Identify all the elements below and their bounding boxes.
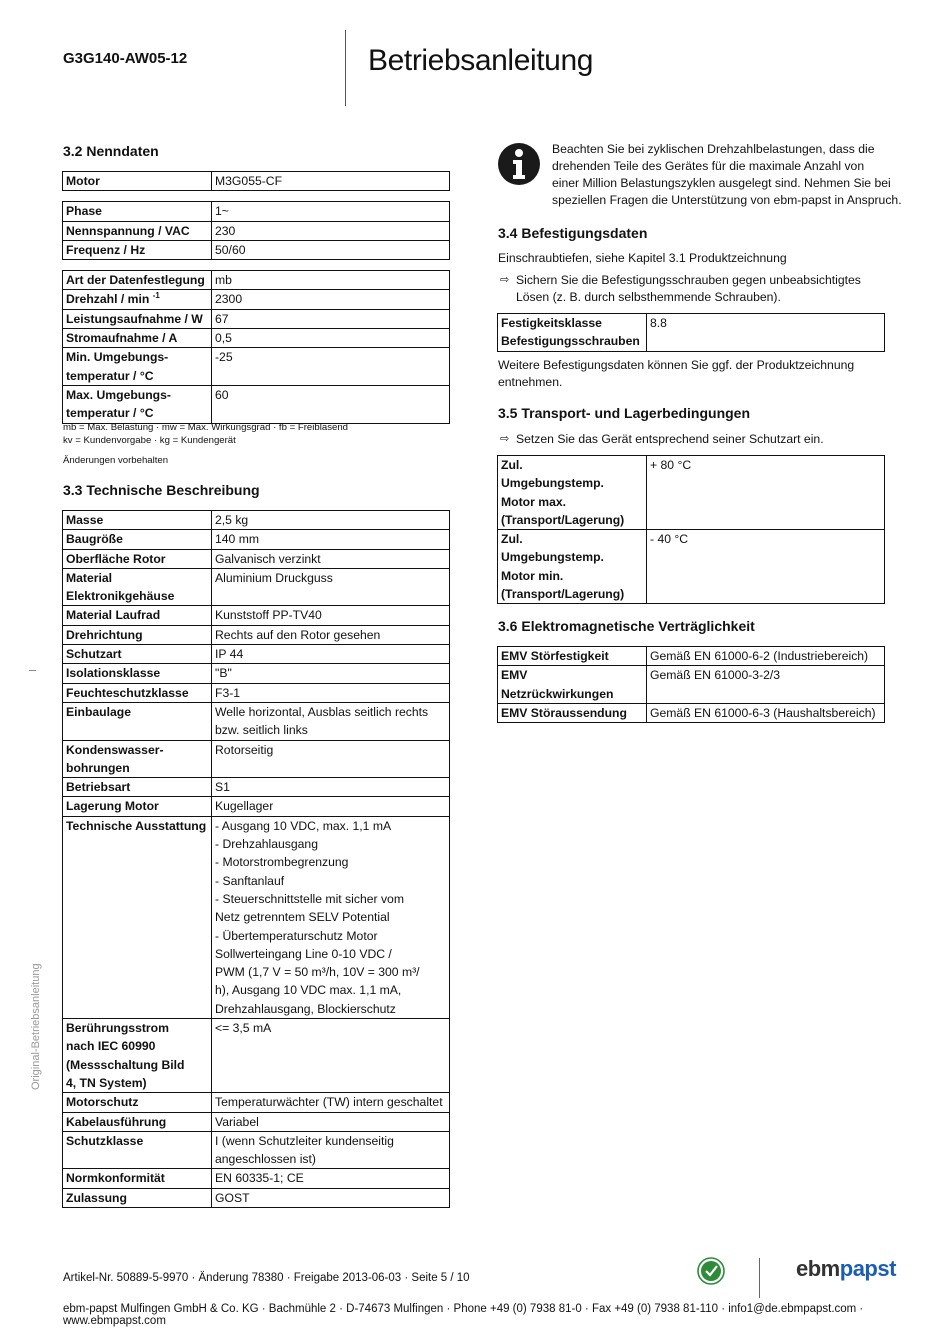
info-icon [497, 142, 541, 186]
row-label: Normkonformität [63, 1169, 212, 1188]
row-label: Isolationsklasse [63, 664, 212, 683]
row-label: Kabelausführung [63, 1112, 212, 1131]
table-row [498, 530, 885, 604]
heading-3-3: 3.3 Technische Beschreibung [63, 482, 260, 498]
row-label: Min. Umgebungs- temperatur / °C [63, 348, 212, 386]
heading-3-6: 3.6 Elektromagnetische Verträglichkeit [498, 618, 755, 634]
row-value: "B" [212, 664, 450, 683]
row-value: F3-1 [212, 683, 450, 702]
table-row [63, 740, 450, 778]
heading-3-5: 3.5 Transport- und Lagerbedingungen [498, 405, 751, 421]
row-label: Schutzart [63, 645, 212, 664]
row-value: 2,5 kg [212, 511, 450, 530]
table-row [63, 568, 450, 606]
bullet-secure-screws: ⇨ Sichern Sie die Befestigungsschrauben gegen unbeabsichtigtes Lösen (z. B. durch selbsthemmende Schrauben). [500, 273, 861, 304]
table-row [63, 511, 450, 530]
row-value: 50/60 [212, 240, 450, 259]
table-row [63, 221, 450, 240]
table-row [63, 683, 450, 702]
table-row [498, 666, 885, 704]
greentech-badge-icon [697, 1257, 725, 1285]
table-row [63, 202, 450, 221]
bullet-protection: ⇨ Setzen Sie das Gerät entsprechend seiner Schutzart ein. [500, 432, 824, 446]
row-label: Technische Ausstattung [63, 816, 212, 1018]
row-value: GOST [212, 1188, 450, 1207]
row-label: Nennspannung / VAC [63, 221, 212, 240]
table-row [63, 530, 450, 549]
legend-line: mb = Max. Belastung · mw = Max. Wirkungsgrad · fb = Freiblasend [63, 422, 348, 433]
row-label: Motorschutz [63, 1093, 212, 1112]
legend-line: kv = Kundenvorgabe · kg = Kundengerät [63, 434, 236, 446]
table-row [63, 645, 450, 664]
row-value: - 40 °C [647, 530, 885, 604]
abbreviation-legend [63, 422, 348, 447]
row-label: Einbaulage [63, 702, 212, 740]
row-label: EMV Störfestigkeit [498, 647, 647, 666]
row-value: <= 3,5 mA [212, 1019, 450, 1093]
table-row [63, 664, 450, 683]
row-value: S1 [212, 778, 450, 797]
cycle-notice: Beachten Sie bei zyklischen Drehzahlbelastungen, dass die drehenden Teile des Gerätes für die maximale Anzahl von einer Million Belastungszyklen ausgelegt sind. Nehmen Sie bei speziellen Fragen die Unterstützung von ebm-papst in Anspruch. [552, 142, 902, 207]
table-row [63, 172, 450, 191]
changes-note: Änderungen vorbehalten [63, 455, 169, 466]
row-value: EN 60335-1; CE [212, 1169, 450, 1188]
table-row [63, 1169, 450, 1188]
table-row [63, 348, 450, 386]
row-label: Schutzklasse [63, 1131, 212, 1169]
row-label: Festigkeitsklasse Befestigungsschrauben [498, 314, 647, 352]
row-value: Welle horizontal, Ausblas seitlich rechts bzw. seitlich links [212, 702, 450, 740]
row-value: + 80 °C [647, 456, 885, 530]
table-row [498, 314, 885, 352]
table-row [63, 625, 450, 644]
row-value: Rechts auf den Rotor gesehen [212, 625, 450, 644]
table-row [63, 385, 450, 423]
table-row [498, 456, 885, 530]
document-title: Betriebsanleitung [368, 44, 594, 77]
row-value: 230 [212, 221, 450, 240]
table-row [498, 647, 885, 666]
row-label: EMV Netzrückwirkungen [498, 666, 647, 704]
table-row [63, 271, 450, 290]
row-value: Kugellager [212, 797, 450, 816]
row-label: Baugröße [63, 530, 212, 549]
ebmpapst-logo: ebmpapst [796, 1256, 896, 1281]
row-value: mb [212, 271, 450, 290]
row-label: Kondenswasser- bohrungen [63, 740, 212, 778]
arrow-icon: ⇨ [500, 433, 510, 445]
row-label: Phase [63, 202, 212, 221]
row-value: 0,5 [212, 329, 450, 348]
row-value: 140 mm [212, 530, 450, 549]
row-label: Zul. Umgebungstemp. Motor min. (Transport/Lagerung) [498, 530, 647, 604]
table-row [63, 1188, 450, 1207]
row-value: -25 [212, 348, 450, 386]
row-label: Drehzahl / min $^{-1}$ [63, 290, 212, 309]
row-label: Art der Datenfestlegung [63, 271, 212, 290]
row-label: Frequenz / Hz [63, 240, 212, 259]
row-value: Gemäß EN 61000-6-3 (Haushaltsbereich) [647, 703, 885, 722]
transport-table [497, 455, 885, 604]
row-value: Temperaturwächter (TW) intern geschaltet [212, 1093, 450, 1112]
row-value: 1~ [212, 202, 450, 221]
row-label: Leistungsaufnahme / W [63, 309, 212, 328]
row-value: Gemäß EN 61000-6-2 (Industriebereich) [647, 647, 885, 666]
side-label: Original-Betriebsanleitung [30, 963, 42, 1090]
table-row [63, 240, 450, 259]
row-label: Masse [63, 511, 212, 530]
row-label: Berührungsstrom nach IEC 60990 (Messschaltung Bild 4, TN System) [63, 1019, 212, 1093]
row-label: Motor [63, 172, 212, 191]
row-label: Zulassung [63, 1188, 212, 1207]
table-row [63, 549, 450, 568]
row-value: Galvanisch verzinkt [212, 549, 450, 568]
row-value: 60 [212, 385, 450, 423]
row-value: Rotorseitig [212, 740, 450, 778]
row-label: Drehrichtung [63, 625, 212, 644]
table-row [498, 703, 885, 722]
footer-divider [759, 1258, 760, 1298]
technical-description-table [62, 510, 450, 1208]
row-label: Stromaufnahme / A [63, 329, 212, 348]
screw-depth-note: Einschraubtiefen, siehe Kapitel 3.1 Produktzeichnung [498, 251, 787, 265]
header-divider [345, 30, 346, 106]
fastening-table [497, 313, 885, 352]
row-value: - Ausgang 10 VDC, max. 1,1 mA - Drehzahlausgang - Motorstrombegrenzung - Sanftanlauf - Steuerschnittstelle mit sicher vom Netz getrenntem SELV Potential - Übertemperaturschutz Motor Sollwerteingang Line 0-10 VDC / PWM (1,7 V = 50 m³/h, 10V = 300 m³/ h), Ausgang 10 VDC max. 1,1 mA, Drehzahlausgang, Blockierschutz [212, 816, 450, 1018]
row-value: I (wenn Schutzleiter kundenseitig angeschlossen ist) [212, 1131, 450, 1169]
row-value: IP 44 [212, 645, 450, 664]
row-label: Zul. Umgebungstemp. Motor max. (Transport/Lagerung) [498, 456, 647, 530]
fastening-note: Weitere Befestigungsdaten können Sie ggf. der Produktzeichnung entnehmen. [498, 358, 855, 389]
row-label: Max. Umgebungs- temperatur / °C [63, 385, 212, 423]
row-value: Gemäß EN 61000-3-2/3 [647, 666, 885, 704]
table-row [63, 816, 450, 1018]
row-label: Feuchteschutzklasse [63, 683, 212, 702]
row-value: Variabel [212, 1112, 450, 1131]
table-row [63, 329, 450, 348]
fold-mark [29, 670, 36, 671]
table-row [63, 702, 450, 740]
table-row [63, 290, 450, 309]
row-value: M3G055-CF [212, 172, 450, 191]
company-address: ebm-papst Mulfingen GmbH & Co. KG · Bachmühle 2 · D-74673 Mulfingen · Phone +49 (0) 7938 81-0 · Fax +49 (0) 7938 81-110 · info1@de.ebmpapst.com · www.ebmpapst.com [63, 1303, 864, 1327]
row-value: Aluminium Druckguss [212, 568, 450, 606]
table-row [63, 1112, 450, 1131]
table-row [63, 797, 450, 816]
row-value: 67 [212, 309, 450, 328]
row-label: Material Elektronikgehäuse [63, 568, 212, 606]
row-label: EMV Störaussendung [498, 703, 647, 722]
table-row [63, 1019, 450, 1093]
row-value: 2300 [212, 290, 450, 309]
row-label: Material Laufrad [63, 606, 212, 625]
table-row [63, 1131, 450, 1169]
table-row [63, 606, 450, 625]
row-value: 8.8 [647, 314, 885, 352]
table-row [63, 309, 450, 328]
row-label: Oberfläche Rotor [63, 549, 212, 568]
arrow-icon: ⇨ [500, 274, 510, 286]
model-number: G3G140-AW05-12 [63, 50, 188, 67]
heading-3-4: 3.4 Befestigungsdaten [498, 225, 648, 241]
table-row [63, 778, 450, 797]
row-value: Kunststoff PP-TV40 [212, 606, 450, 625]
heading-3-2: 3.2 Nenndaten [63, 143, 159, 159]
emc-table [497, 646, 885, 723]
rated-data-table [62, 171, 450, 424]
article-info: Artikel-Nr. 50889-5-9970 · Änderung 78380 · Freigabe 2013-06-03 · Seite 5 / 10 [63, 1272, 470, 1284]
row-label: Betriebsart [63, 778, 212, 797]
table-row [63, 1093, 450, 1112]
row-label: Lagerung Motor [63, 797, 212, 816]
